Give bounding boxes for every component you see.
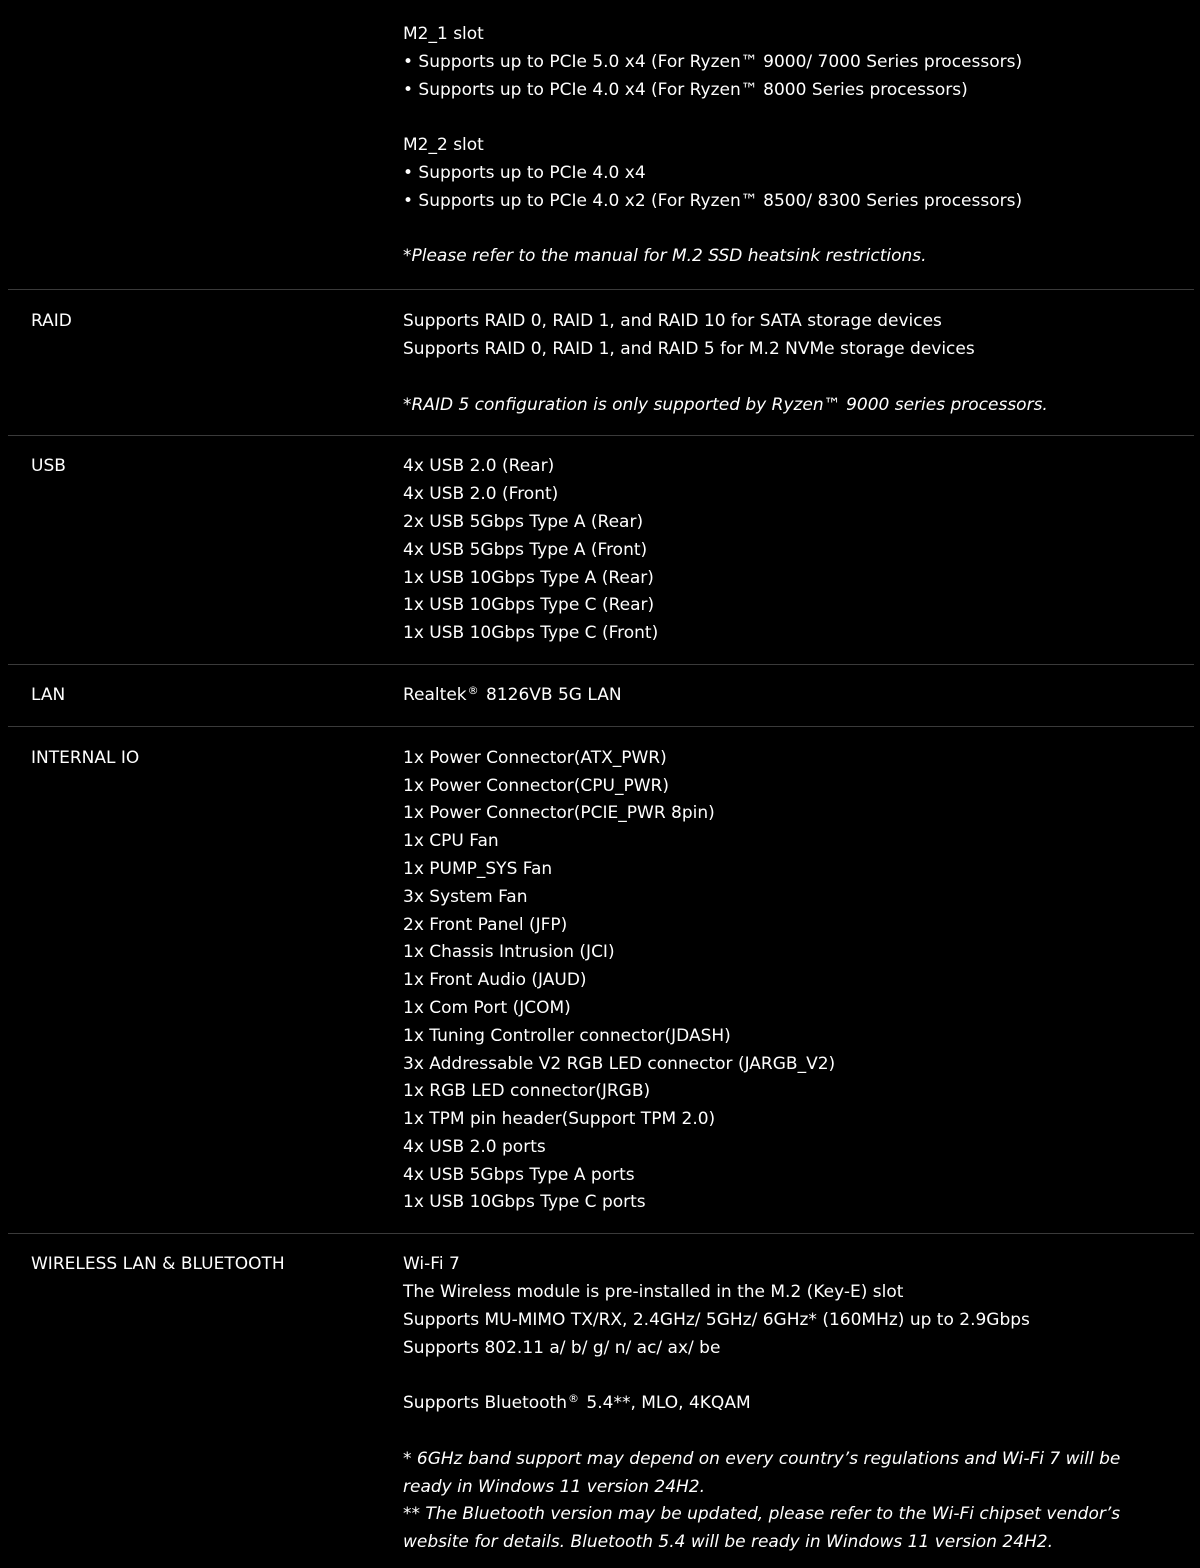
internal-io-line: 1x PUMP_SYS Fan xyxy=(403,858,553,879)
internal-io-line: 2x Front Panel (JFP) xyxy=(403,914,568,935)
internal-io-line: 1x Front Audio (JAUD) xyxy=(403,970,587,991)
spec-row-usb xyxy=(8,436,1194,665)
lan-brand: Realtek xyxy=(403,684,467,705)
wireless-note: * 6GHz band support may depend on every country’s regulations and Wi-Fi 7 will be xyxy=(403,1448,1121,1469)
raid-line: Supports RAID 0, RAID 1, and RAID 10 for SATA storage devices xyxy=(403,311,942,332)
wireless-note: ** The Bluetooth version may be updated, please refer to the Wi-Fi chipset vendor’s xyxy=(403,1504,1121,1525)
usb-line: 4x USB 5Gbps Type A (Front) xyxy=(403,539,648,560)
wireless-note: ready in Windows 11 version 24H2. xyxy=(403,1476,706,1497)
spec-row-internal-io xyxy=(8,727,1194,1235)
internal-io-line: 1x RGB LED connector(JRGB) xyxy=(403,1081,651,1102)
m2-slot1-line: • Supports up to PCIe 5.0 x4 (For Ryzen™ 9000/ 7000 Series processors) xyxy=(403,51,1023,72)
m2-slot1-title: M2_1 slot xyxy=(403,24,484,44)
m2-note: *Please refer to the manual for M.2 SSD heatsink restrictions. xyxy=(403,246,927,267)
spec-label-m2 xyxy=(8,21,403,271)
spec-row-lan xyxy=(8,665,1194,727)
internal-io-line: 4x USB 5Gbps Type A ports xyxy=(403,1164,635,1185)
spacer xyxy=(403,1362,1144,1390)
internal-io-line: 1x Power Connector(ATX_PWR) xyxy=(403,747,667,768)
internal-io-line: 1x CPU Fan xyxy=(403,831,499,852)
internal-io-line: 3x System Fan xyxy=(403,886,528,907)
internal-io-line: 4x USB 2.0 ports xyxy=(403,1136,546,1157)
usb-line: 1x USB 10Gbps Type A (Rear) xyxy=(403,567,654,588)
wireless-line: Wi-Fi 7 xyxy=(403,1254,460,1275)
spec-value-internal-io xyxy=(403,745,1194,1218)
spec-row-m2 xyxy=(8,0,1194,290)
spec-value-m2 xyxy=(403,21,1194,271)
raid-note: *RAID 5 configuration is only supported by Ryzen™ 9000 series processors. xyxy=(403,394,1048,415)
internal-io-line: 1x Tuning Controller connector(JDASH) xyxy=(403,1025,731,1046)
spec-value-lan xyxy=(403,682,1194,710)
usb-line: 4x USB 2.0 (Rear) xyxy=(403,456,555,477)
spacer xyxy=(403,364,1144,392)
usb-line: 4x USB 2.0 (Front) xyxy=(403,484,559,505)
spec-label-wireless: WIRELESS LAN & BLUETOOTH xyxy=(31,1254,285,1275)
spec-table xyxy=(8,0,1194,1567)
m2-slot2-title: M2_2 slot xyxy=(403,135,484,156)
wireless-line: Supports 802.11 a/ b/ g/ n/ ac/ ax/ be xyxy=(403,1337,721,1358)
spec-value-raid xyxy=(403,308,1194,419)
spacer xyxy=(403,104,1144,132)
wireless-note: website for details. Bluetooth 5.4 will be ready in Windows 11 version 24H2. xyxy=(403,1532,1054,1553)
raid-line: Supports RAID 0, RAID 1, and RAID 5 for M.2 NVMe storage devices xyxy=(403,338,975,359)
internal-io-line: 1x Power Connector(PCIE_PWR 8pin) xyxy=(403,803,715,824)
spec-label-lan: LAN xyxy=(31,684,66,705)
internal-io-line: 1x Power Connector(CPU_PWR) xyxy=(403,775,669,796)
registered-mark: ® xyxy=(467,683,479,697)
lan-model: 8126VB 5G LAN xyxy=(480,684,622,705)
internal-io-line: 1x Com Port (JCOM) xyxy=(403,997,571,1018)
spacer xyxy=(403,216,1144,244)
spec-label-internal-io: INTERNAL IO xyxy=(31,747,140,768)
m2-slot2-line: • Supports up to PCIe 4.0 x4 xyxy=(403,162,646,183)
m2-slot1-line: • Supports up to PCIe 4.0 x4 (For Ryzen™ 8000 Series processors) xyxy=(403,79,968,100)
spec-label-raid: RAID xyxy=(31,311,72,332)
spec-value-usb xyxy=(403,453,1194,648)
m2-slot2-line: • Supports up to PCIe 4.0 x2 (For Ryzen™ 8500/ 8300 Series processors) xyxy=(403,190,1023,211)
usb-line: 2x USB 5Gbps Type A (Rear) xyxy=(403,511,644,532)
lan-line xyxy=(403,682,1144,710)
internal-io-line: 1x USB 10Gbps Type C ports xyxy=(403,1192,646,1213)
internal-io-line: 1x Chassis Intrusion (JCI) xyxy=(403,942,615,963)
spec-row-raid xyxy=(8,290,1194,436)
spacer xyxy=(403,1418,1144,1446)
spec-label-usb: USB xyxy=(31,456,66,477)
usb-line: 1x USB 10Gbps Type C (Front) xyxy=(403,623,659,644)
internal-io-line: 3x Addressable V2 RGB LED connector (JARGB_V2) xyxy=(403,1053,836,1074)
spec-value-wireless xyxy=(403,1251,1194,1557)
wireless-line: The Wireless module is pre-installed in the M.2 (Key-E) slot xyxy=(403,1282,904,1303)
bluetooth-prefix: Supports Bluetooth xyxy=(403,1393,567,1414)
wireless-line: Supports MU-MIMO TX/RX, 2.4GHz/ 5GHz/ 6GHz* (160MHz) up to 2.9Gbps xyxy=(403,1309,1030,1330)
spec-row-wireless xyxy=(8,1234,1194,1567)
bluetooth-suffix: 5.4**, MLO, 4KQAM xyxy=(581,1393,751,1414)
usb-line: 1x USB 10Gbps Type C (Rear) xyxy=(403,595,655,616)
bluetooth-line xyxy=(403,1390,1144,1418)
internal-io-line: 1x TPM pin header(Support TPM 2.0) xyxy=(403,1109,716,1130)
registered-mark: ® xyxy=(568,1392,579,1406)
